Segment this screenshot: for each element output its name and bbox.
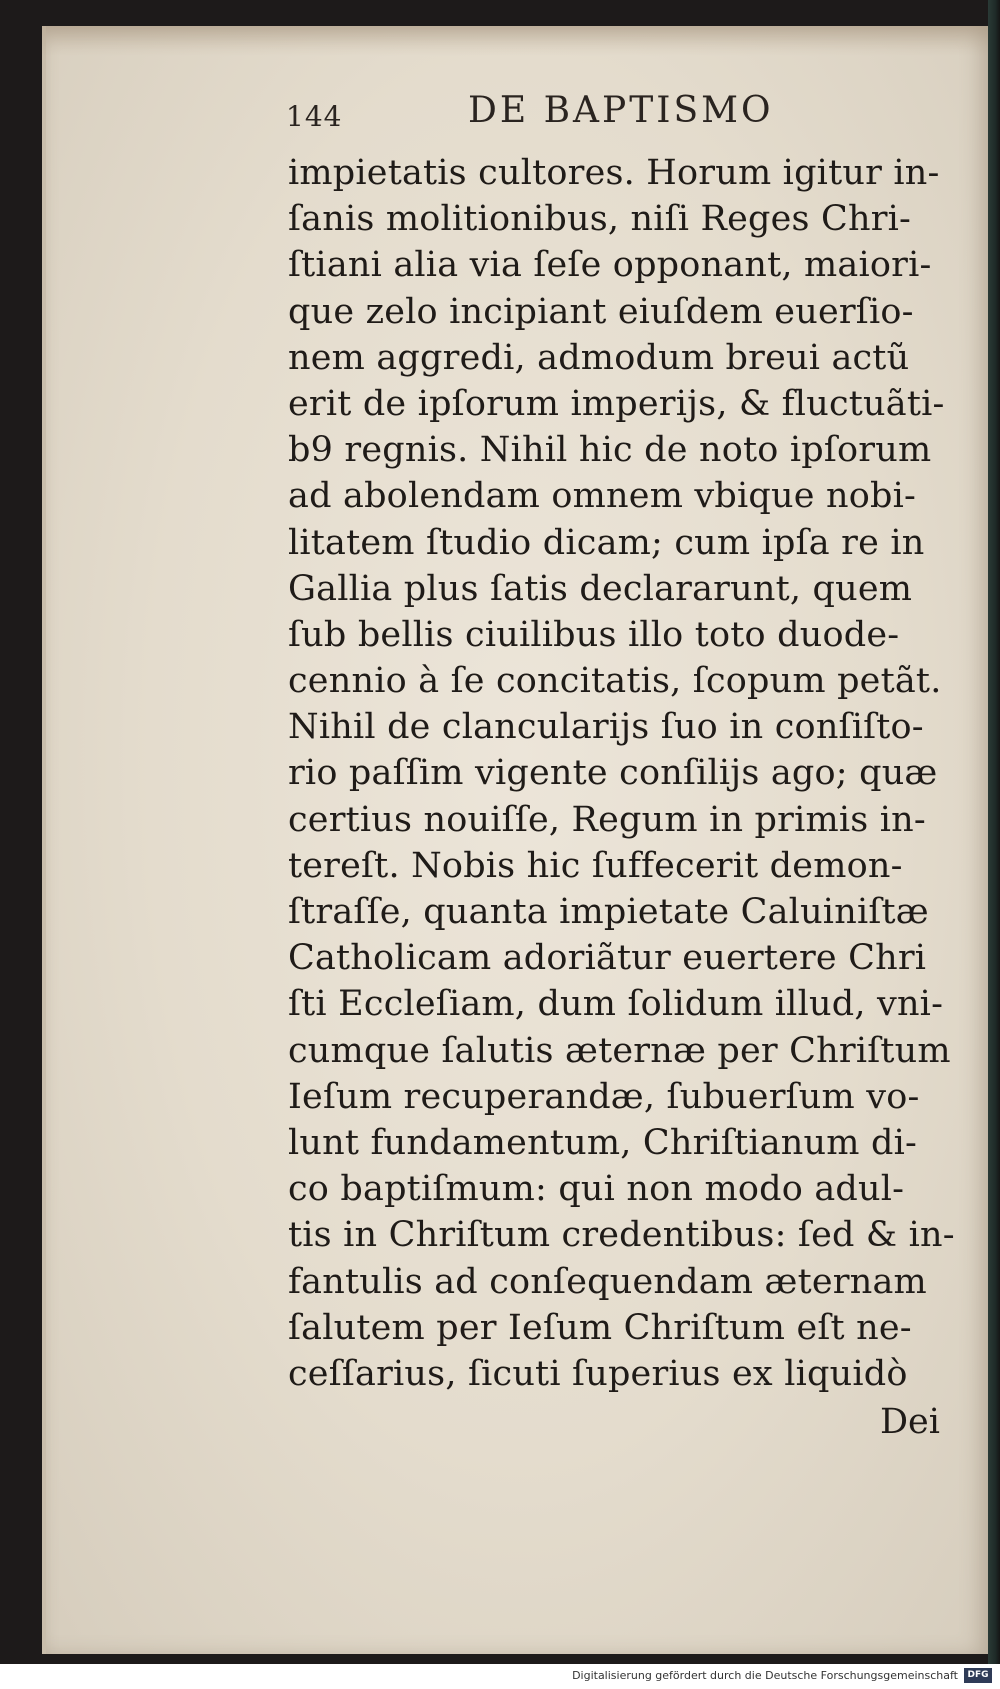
text-line: Nihil de clancularijs ſuo in conſiſto- [288,707,924,748]
text-line: ſti Eccleſiam, dum ſolidum illud, vni- [288,984,944,1025]
text-line: ſtiani alia via ſeſe opponant, maiori- [288,245,932,286]
dfg-logo-icon: DFG [964,1668,992,1683]
text-line: b9 regnis. Nihil hic de noto ipſorum [288,430,932,471]
text-line: certius nouiſſe, Regum in primis in- [288,799,926,840]
text-line: impietatis cultores. Horum igitur in- [288,153,940,193]
text-line: Gallia plus ſatis declararunt, quem [288,568,913,609]
text-line: tis in Chriſtum credentibus: ſed & in- [288,1215,955,1256]
body-text [288,150,968,1397]
text-line: ceſſarius, ſicuti ſuperius ex liquidò [288,1353,908,1394]
text-line: ſalutem per Ieſum Chriſtum eſt ne- [288,1307,912,1348]
page-header-title: DE BAPTISMO [468,90,774,131]
text-line: erit de ipſorum imperijs, & fluctuãti- [288,383,945,424]
footer-strip [0,1664,1000,1689]
text-line: lunt fundamentum, Chriſtianum di- [288,1122,918,1163]
text-line: Catholicam adoriãtur euertere Chri [288,938,927,979]
running-head [286,90,806,140]
text-line: cennio à ſe concitatis, ſcopum petãt. [288,661,942,702]
text-line: ſub bellis ciuilibus illo toto duode- [288,614,900,655]
text-line: ſtraſſe, quanta impietate Caluiniſtæ [288,892,929,932]
funding-credit: Digitalisierung gefördert durch die Deutsche Forschungsgemeinschaft [572,1669,958,1682]
catchword: Dei [880,1402,940,1442]
text-line: ad abolendam omnem vbique nobi- [288,476,916,517]
text-line: nem aggredi, admodum breui actũ [288,337,910,378]
page-number: 144 [286,100,343,133]
text-line: tereſt. Nobis hic ſuffecerit demon- [288,845,903,886]
text-line: rio paſſim vigente conſilijs ago; quæ [288,753,938,794]
text-line: cumque ſalutis æternæ per Chriſtum [288,1030,951,1071]
text-line: litatem ſtudio dicam; cum ipſa re in [288,522,925,563]
text-line: Ieſum recuperandæ, ſubuerſum vo- [288,1076,920,1117]
text-line: ſanis molitionibus, niſi Reges Chri- [288,199,912,240]
page-top-shade [42,26,988,56]
text-line: co baptiſmum: qui non modo adul- [288,1169,905,1210]
text-line: que zelo incipiant eiuſdem euerſio- [288,291,914,332]
text-line: fantulis ad conſequendam æternam [288,1261,927,1302]
book-spine-edge [988,0,1000,1664]
